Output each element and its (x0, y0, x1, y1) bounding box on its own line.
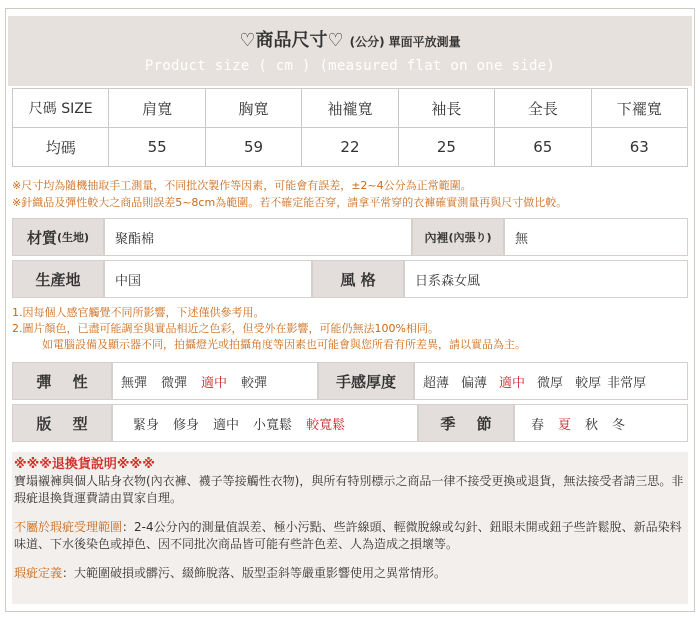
size-table-row (13, 128, 688, 167)
thickness-option-selected: 適中 (499, 375, 526, 391)
size-title-line (8, 26, 692, 52)
fit-option-selected: 較寬鬆 (306, 417, 346, 433)
unit-label: (公分) (349, 35, 385, 49)
lining-label (412, 218, 504, 256)
elasticity-option-selected: 適中 (201, 375, 228, 391)
size-table (12, 88, 688, 167)
material-value: 聚酯棉 (104, 218, 412, 256)
policy-text: ：大範圍破損或髒污、綴飾脫落、版型歪斜等嚴重影響使用之異常情形。 (62, 566, 447, 580)
thickness-option: 較厚 (575, 375, 602, 391)
style-label: 風 格 (312, 260, 404, 298)
elasticity-label: 彈 性 (12, 362, 112, 400)
thickness-option: 超薄 (423, 375, 450, 391)
fit-label: 版 型 (12, 404, 112, 442)
measurement-note: ※針織品及彈性較大之商品則誤差5~8cm為範圍。若不確定能否穿，請拿平常穿的衣褲確實測量再與尺寸做比較。 (12, 196, 568, 209)
season-options (514, 404, 688, 442)
thickness-option: 偏薄 (461, 375, 488, 391)
size-header-cell: 肩寬 (109, 89, 205, 128)
policy-label: 不屬於瑕疵受理範圍 (14, 520, 123, 534)
season-label: 季 節 (418, 404, 514, 442)
origin-row (12, 260, 688, 298)
origin-label: 生產地 (12, 260, 104, 298)
elasticity-option: 無彈 (121, 375, 148, 391)
disclaimer-note: 如電腦設備及顯示器不同，拍攝燈光或拍攝角度等因素也可能會與您所看有所差異，請以實品為主。 (42, 338, 526, 351)
size-cell: 22 (302, 128, 398, 167)
fit-option: 修身 (173, 417, 200, 433)
fit-option: 小寬鬆 (253, 417, 293, 433)
size-cell: 55 (109, 128, 205, 167)
measurement-note: ※尺寸均為隨機抽取手工測量，不同批次製作等因素，可能會有誤差，±2~4公分為正常範圍。 (12, 179, 472, 192)
policy-paragraph: 寶塌襯褲與個人貼身衣物(內衣褲、襪子等接觸性衣物)，與所有特別標示之商品一律不接受更換或退貨，無法接受者請三思。非瑕疵退換貨運費請由買家自理。 (14, 474, 684, 505)
fit-option: 適中 (213, 417, 240, 433)
size-table-header-row (13, 89, 688, 128)
thickness-label: 手感厚度 (318, 362, 414, 400)
elasticity-row (12, 362, 688, 400)
size-cell: 25 (398, 128, 494, 167)
size-cell: 63 (591, 128, 687, 167)
size-header-cell: 全長 (495, 89, 591, 128)
lining-value: 無 (504, 218, 688, 256)
size-header (8, 16, 692, 86)
disclaimer-notes (12, 305, 688, 353)
season-option: 冬 (612, 417, 626, 433)
measure-note: 單面平放測量 (388, 35, 461, 49)
lining-label-text: 內裡 (424, 230, 449, 245)
size-header-cell: 袖襱寬 (302, 89, 398, 128)
fit-options (112, 404, 418, 442)
season-option: 秋 (585, 417, 599, 433)
season-option-selected: 夏 (558, 417, 572, 433)
policy-label: 瑕疵定義 (14, 566, 63, 580)
disclaimer-note: 1.因每個人感官觸覺不同所影響，下述僅供參考用。 (12, 306, 265, 319)
fit-row (12, 404, 688, 442)
thickness-option: 非常厚 (607, 375, 647, 391)
material-label (12, 218, 104, 256)
elasticity-options (112, 362, 318, 400)
policy-text: ：2-4公分內的測量值誤差、極小污點、些許線頭、輕微脫線或勾針、鈕眼未開或鈕子些許鬆脫、新品染料味道、下水後染色或掉色、因不同批次商品皆可能有些許色差、人為造成之損壞等。 (14, 520, 682, 551)
style-value: 日系森女風 (404, 260, 688, 298)
material-row (12, 218, 688, 256)
elasticity-option: 較彈 (241, 375, 268, 391)
origin-value: 中国 (104, 260, 312, 298)
size-subtitle: Product size ( cm ) (measured flat on one side) (144, 58, 556, 74)
thickness-option: 微厚 (537, 375, 564, 391)
material-label-sub: (生地) (56, 231, 90, 244)
policy-title: ※※※退換貨說明※※※ (14, 457, 155, 472)
size-title: ♡商品尺寸♡ (239, 30, 344, 51)
thickness-options (414, 362, 688, 400)
policy-paragraph-defect-definition (14, 565, 684, 582)
season-option: 春 (531, 417, 545, 433)
policy-paragraph-defect-exclusions (14, 519, 684, 553)
size-cell: 59 (205, 128, 301, 167)
elasticity-option: 微彈 (161, 375, 188, 391)
return-policy (12, 452, 688, 604)
size-header-cell: 袖長 (398, 89, 494, 128)
lining-label-sub: (內張り) (448, 231, 492, 244)
size-header-cell: 胸寬 (205, 89, 301, 128)
size-cell: 65 (495, 128, 591, 167)
material-label-text: 材質 (26, 228, 57, 247)
size-cell: 均碼 (13, 128, 109, 167)
size-header-cell: 下襬寬 (591, 89, 687, 128)
disclaimer-note: 2.圖片顏色，已盡可能調至與實品相近之色彩，但受外在影響，可能仍無法100%相同。 (12, 322, 439, 335)
measurement-notes (12, 177, 688, 211)
size-header-cell: 尺碼 SIZE (13, 89, 109, 128)
fit-option: 緊身 (133, 417, 160, 433)
